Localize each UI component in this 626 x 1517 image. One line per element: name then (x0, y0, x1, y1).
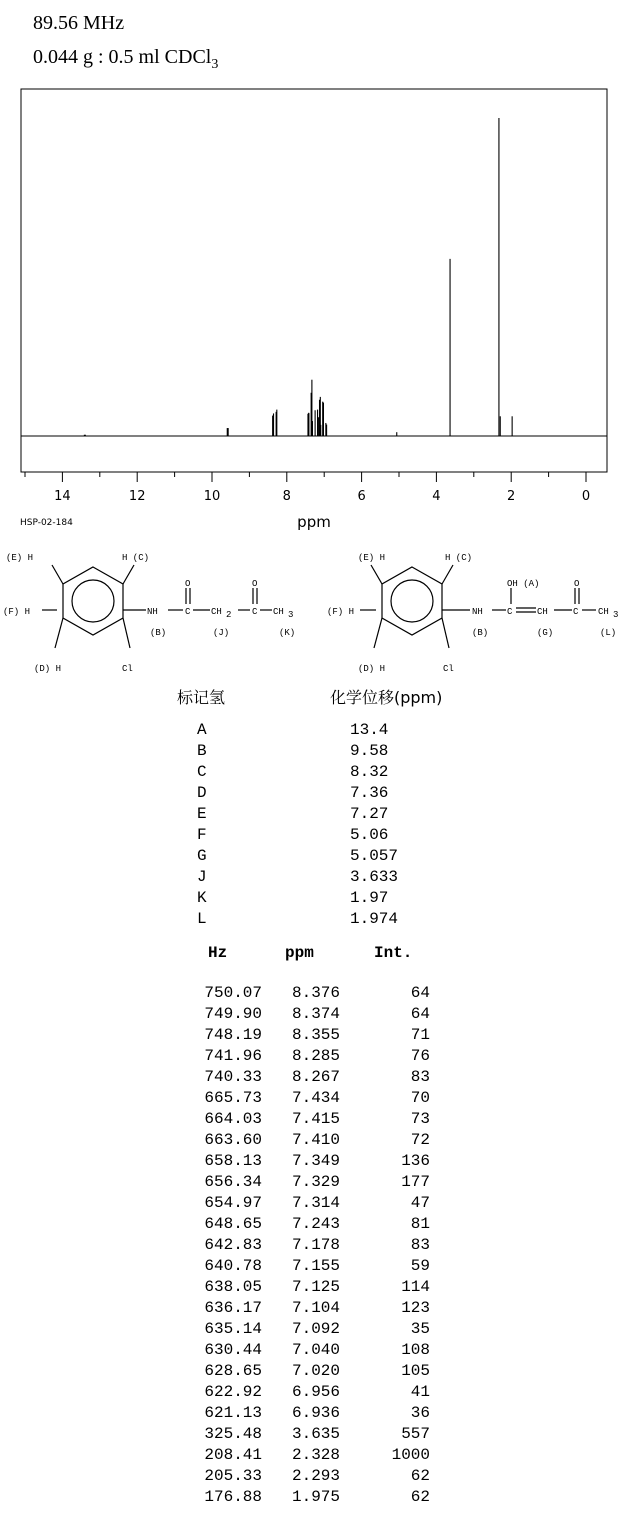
keto-label-15: (D) H (34, 664, 62, 674)
peak-int: 41 (410, 1383, 430, 1401)
peak-ppm: 7.155 (291, 1257, 340, 1275)
peak-int: 81 (410, 1215, 430, 1233)
peak-ppm: 6.956 (291, 1383, 340, 1401)
keto-label-14: (K) (279, 628, 296, 638)
aromatic-circle (391, 580, 433, 622)
enol-label-14: (D) H (358, 664, 386, 674)
peak-hz: 636.17 (204, 1299, 262, 1317)
peak-int: 64 (410, 984, 430, 1002)
peak-int: 177 (401, 1173, 430, 1191)
enol-label-12: 3 (613, 610, 619, 620)
peak-hz: 664.03 (204, 1110, 262, 1128)
peak-hz: 621.13 (204, 1404, 262, 1422)
shift-row-label: F (197, 826, 207, 844)
peak-ppm: 7.243 (291, 1215, 340, 1233)
shift-row-label: K (197, 889, 207, 907)
peak-int: 83 (410, 1236, 430, 1254)
peak-int: 59 (410, 1257, 430, 1275)
shift-row-value: 3.633 (350, 868, 399, 886)
keto-label-8: 2 (226, 610, 232, 620)
keto-label-5: C (185, 607, 191, 617)
peak-ppm: 7.329 (291, 1173, 340, 1191)
peak-int: 123 (401, 1299, 430, 1317)
enol-label-8: (G) (537, 628, 554, 638)
shift-row-value: 13.4 (350, 721, 389, 739)
structure-keto (0, 548, 310, 678)
peak-hz: 325.48 (204, 1425, 262, 1443)
shift-row-value: 5.06 (350, 826, 389, 844)
structure-enol (322, 548, 626, 678)
peak-ppm: 8.267 (291, 1068, 340, 1086)
peak-hz: 622.92 (204, 1383, 262, 1401)
enol-label-11: CH (598, 607, 609, 617)
peak-ppm: 8.285 (291, 1047, 340, 1065)
enol-label-9: C (573, 607, 579, 617)
peak-ppm: 8.374 (291, 1005, 340, 1023)
peak-ppm: 7.178 (291, 1236, 340, 1254)
keto-label-1: H (C) (122, 553, 150, 563)
peak-int: 47 (410, 1194, 430, 1212)
enol-label-1: H (C) (445, 553, 473, 563)
sample-main-text: 0.044 g : 0.5 ml CDCl (33, 46, 212, 68)
peak-hz: 750.07 (204, 984, 262, 1002)
peak-header-int: Int. (374, 944, 413, 962)
peak-hz: 640.78 (204, 1257, 262, 1275)
peak-ppm: 6.936 (291, 1404, 340, 1422)
peak-hz: 635.14 (204, 1320, 262, 1338)
peak-int: 71 (410, 1026, 430, 1044)
peak-hz: 665.73 (204, 1089, 262, 1107)
shift-row-value: 7.27 (350, 805, 389, 823)
keto-label-16: Cl (122, 664, 133, 674)
peak-hz: 630.44 (204, 1341, 262, 1359)
x-axis (25, 472, 590, 504)
spectrometer-frequency: 89.56 MHz (33, 12, 125, 34)
shift-table-header-shift: 化学位移(ppm) (330, 688, 443, 707)
shift-row-label: E (197, 805, 207, 823)
peak-hz: 656.34 (204, 1173, 262, 1191)
shift-row-value: 7.36 (350, 784, 389, 802)
enol-label-7: CH (537, 607, 548, 617)
keto-label-13: 3 (288, 610, 294, 620)
peak-hz: 642.83 (204, 1236, 262, 1254)
keto-label-12: CH (273, 607, 284, 617)
peak-int: 76 (410, 1047, 430, 1065)
peak-ppm: 2.328 (291, 1446, 340, 1464)
keto-label-6: O (185, 579, 191, 589)
peak-ppm: 8.376 (291, 984, 340, 1002)
enol-label-0: (E) H (358, 553, 386, 563)
keto-label-2: (F) H (3, 607, 31, 617)
shift-row-value: 9.58 (350, 742, 389, 760)
enol-label-3: NH (472, 607, 483, 617)
peak-int: 114 (401, 1278, 430, 1296)
peak-int: 1000 (391, 1446, 430, 1464)
peak-header-hz: Hz (208, 944, 228, 962)
plot-frame (21, 89, 607, 472)
peak-int: 62 (410, 1467, 430, 1485)
sample-subscript: 3 (211, 57, 219, 72)
peak-int: 72 (410, 1131, 430, 1149)
keto-label-9: (J) (213, 628, 230, 638)
peak-ppm: 7.415 (291, 1110, 340, 1128)
enol-label-6: OH (A) (507, 579, 540, 589)
shift-row-label: A (197, 721, 207, 739)
x-tick-label-6: 2 (507, 489, 516, 504)
x-axis-label: ppm (297, 513, 331, 531)
enol-label-5: C (507, 607, 513, 617)
peak-ppm: 7.104 (291, 1299, 340, 1317)
shift-row-label: D (197, 784, 207, 802)
peak-ppm: 7.434 (291, 1089, 340, 1107)
enol-label-13: (L) (600, 628, 617, 638)
peak-ppm: 2.293 (291, 1467, 340, 1485)
keto-label-7: CH (211, 607, 222, 617)
peak-hz: 628.65 (204, 1362, 262, 1380)
peak-header-ppm: ppm (285, 944, 314, 962)
nmr-spectrum-chart (0, 0, 626, 540)
enol-label-4: (B) (472, 628, 489, 638)
peak-ppm: 7.020 (291, 1362, 340, 1380)
x-tick-label-0: 14 (54, 489, 71, 504)
chart-marks (21, 118, 607, 436)
peak-int: 70 (410, 1089, 430, 1107)
peak-int: 62 (410, 1488, 430, 1506)
keto-label-10: C (252, 607, 258, 617)
x-tick-label-4: 6 (357, 489, 366, 504)
shift-row-label: C (197, 763, 207, 781)
x-tick-label-2: 10 (203, 489, 221, 504)
peak-ppm: 7.125 (291, 1278, 340, 1296)
shift-table-header-label: 标记氢 (177, 688, 226, 707)
x-tick-label-5: 4 (432, 489, 441, 504)
shift-row-value: 8.32 (350, 763, 389, 781)
keto-label-4: (B) (150, 628, 167, 638)
peak-hz: 748.19 (204, 1026, 262, 1044)
peak-int: 83 (410, 1068, 430, 1086)
shift-row-value: 1.97 (350, 889, 389, 907)
peak-ppm: 7.410 (291, 1131, 340, 1149)
peak-hz: 741.96 (204, 1047, 262, 1065)
peak-ppm: 3.635 (291, 1425, 340, 1443)
peak-hz: 654.97 (204, 1194, 262, 1212)
keto-label-0: (E) H (6, 553, 34, 563)
peak-int: 136 (401, 1152, 430, 1170)
peak-hz: 740.33 (204, 1068, 262, 1086)
keto-label-11: O (252, 579, 258, 589)
peak-hz: 176.88 (204, 1488, 262, 1506)
peak-hz: 638.05 (204, 1278, 262, 1296)
sample-code: HSP-02-184 (20, 518, 73, 528)
peak-int: 108 (401, 1341, 430, 1359)
peak-hz: 205.33 (204, 1467, 262, 1485)
shift-row-value: 5.057 (350, 847, 399, 865)
x-tick-label-3: 8 (282, 489, 291, 504)
peak-ppm: 1.975 (291, 1488, 340, 1506)
enol-label-2: (F) H (327, 607, 355, 617)
peak-int: 105 (401, 1362, 430, 1380)
peak-hz: 208.41 (204, 1446, 262, 1464)
peak-int: 64 (410, 1005, 430, 1023)
peak-hz: 658.13 (204, 1152, 262, 1170)
peak-ppm: 7.092 (291, 1320, 340, 1338)
peak-ppm: 8.355 (291, 1026, 340, 1044)
shift-row-label: L (197, 910, 207, 928)
x-tick-label-1: 12 (128, 489, 146, 504)
aromatic-circle (72, 580, 114, 622)
x-tick-label-7: 0 (581, 489, 591, 504)
peak-hz: 648.65 (204, 1215, 262, 1233)
shift-row-value: 1.974 (350, 910, 399, 928)
peak-int: 73 (410, 1110, 430, 1128)
peak-hz: 663.60 (204, 1131, 262, 1149)
peak-int: 36 (410, 1404, 430, 1422)
peak-int: 557 (401, 1425, 430, 1443)
peak-ppm: 7.349 (291, 1152, 340, 1170)
shift-row-label: B (197, 742, 207, 760)
enol-label-10: O (574, 579, 580, 589)
keto-label-3: NH (147, 607, 158, 617)
shift-row-label: G (197, 847, 207, 865)
peak-ppm: 7.040 (291, 1341, 340, 1359)
shift-row-label: J (197, 868, 207, 886)
peak-int: 35 (410, 1320, 430, 1338)
peak-ppm: 7.314 (291, 1194, 340, 1212)
enol-label-15: Cl (443, 664, 454, 674)
peak-hz: 749.90 (204, 1005, 262, 1023)
